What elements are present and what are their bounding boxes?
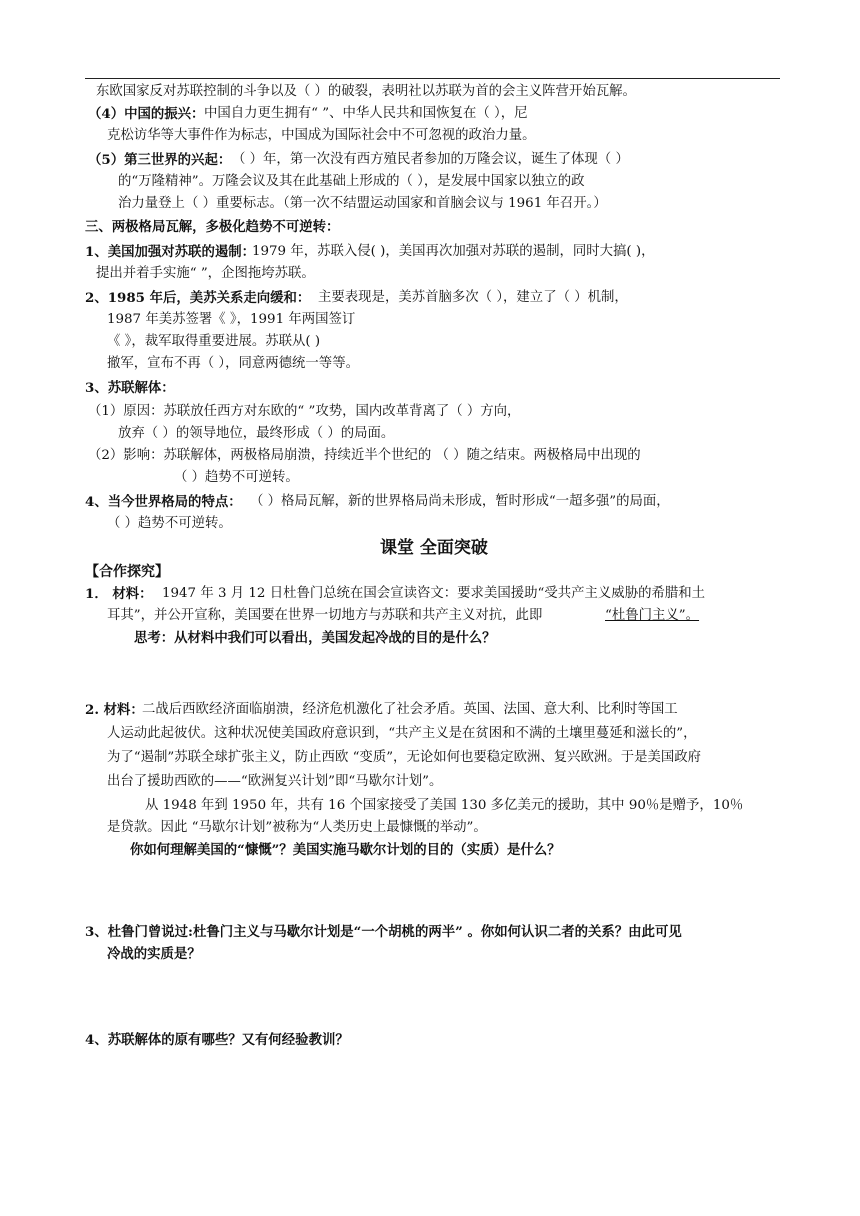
section-heading-3: 三、两极格局瓦解，多极化趋势不可逆转： [85, 219, 340, 235]
text-line: 《 》，裁军取得重要进展。苏联从( ) [107, 334, 321, 349]
text-line: 的“万隆精神”。万隆会议及其在此基础上形成的（ ），是发展中国家以独立的政 [118, 174, 585, 189]
header-rule [85, 78, 780, 79]
text-line: 提出并着手实施“ ”，企图拖垮苏联。 [96, 266, 315, 281]
subheading-ussr-collapse: 3、苏联解体： [85, 380, 175, 396]
text-line: 放弃（ ）的领导地位，最终形成（ ）的局面。 [118, 426, 395, 441]
question-4: 4、苏联解体的原有哪些？又有何经验教训？ [85, 1032, 349, 1048]
text-line: 从 1948 年到 1950 年，共有 16 个国家接受了美国 130 多亿美元的援助，其中 90％是赠予，10％ [145, 798, 744, 813]
text-line: 为了“遏制”苏联全球扩张主义，防止西欧 “变质”，无论如何也要稳定欧洲、复兴欧洲。于是美国政府 [107, 750, 702, 765]
underlined-term: “杜鲁门主义”。 [605, 608, 700, 623]
text-line: 撤军，宣布不再（ ），同意两德统一等等。 [107, 356, 359, 371]
question-1-prompt: 思考：从材料中我们可以看出，美国发起冷战的目的是什么？ [134, 630, 496, 646]
text-line: 耳其”，并公开宣称，美国要在世界一切地方与苏联和共产主义对抗，此即 [107, 608, 543, 623]
question-3-cont: 冷战的实质是？ [107, 946, 201, 962]
text-line: 东欧国家反对苏联控制的斗争以及（ ）的破裂，表明社以苏联为首的会主义阵营开始瓦解。 [96, 84, 636, 99]
text-line: 主要表现是，美苏首脑多次（ ），建立了（ ）机制， [318, 290, 628, 305]
subheading-detente: 2、1985 年后，美苏关系走向缓和： [85, 290, 311, 306]
subheading-world-pattern: 4、当今世界格局的特点： [85, 494, 242, 510]
text-line: （ ）趋势不可逆转。 [174, 470, 299, 485]
text-line: 是贷款。因此 “马歇尔计划”被称为“人类历史上最慷慨的举动”。 [107, 820, 487, 835]
question-2-prompt: 你如何理解美国的“慷慨”？美国实施马歇尔计划的目的（实质）是什么？ [130, 842, 561, 858]
section-title: 课堂 全面突破 [380, 538, 488, 558]
text-line: （2）影响：苏联解体，两极格局崩溃，持续近半个世纪的 （ ）随之结束。两极格局中出现的 [88, 448, 641, 463]
text-line: 克松访华等大事件作为标志，中国成为国际社会中不可忽视的政治力量。 [107, 128, 536, 143]
text-line: 出台了援助西欧的——“欧洲复兴计划”即“马歇尔计划”。 [107, 774, 443, 789]
text-line: （1）原因：苏联放任西方对东欧的“ ”攻势，国内改革背离了（ ）方向， [88, 404, 521, 419]
text-line: 1979 年，苏联入侵( )，美国再次加强对苏联的遏制，同时大搞( )， [252, 244, 655, 259]
text-line: 1987 年美苏签署《 》，1991 年两国签订 [107, 312, 356, 327]
text-line: 中国自力更生拥有“ ”、中华人民共和国恢复在（ ），尼 [204, 106, 528, 121]
text-line: 二战后西欧经济面临崩溃，经济危机激化了社会矛盾。英国、法国、意大利、比利时等国工 [142, 702, 678, 717]
heading-third-world: （5）第三世界的兴起： [88, 152, 232, 168]
text-line: 治力量登上（ ）重要标志。（第一次不结盟运动国家和首脑会议与 1961 年召开。） [118, 196, 607, 211]
subheading-us-containment: 1、美国加强对苏联的遏制： [85, 244, 256, 260]
question-3: 3、杜鲁门曾说过:杜鲁门主义与马歇尔计划是“一个胡桃的两半” 。你如何认识二者的关系？由此可见 [85, 924, 682, 940]
text-line: （ ）趋势不可逆转。 [107, 516, 232, 531]
text-line: 人运动此起彼伏。这种状况使美国政府意识到，“共产主义是在贫困和不满的土壤里蔓延和滋长的”， [107, 726, 697, 741]
text-line: 1947 年 3 月 12 日杜鲁门总统在国会宣读咨文：要求美国援助“受共产主义威胁的希腊和土 [162, 586, 706, 601]
section-heading-cooperative: 【合作探究】 [85, 564, 169, 580]
question-2-label: 2. 材料： [85, 702, 144, 718]
heading-china-rise: （4）中国的振兴： [88, 106, 205, 122]
question-1-label: 1． 材料： [85, 586, 153, 602]
text-line: （ ）年，第一次没有西方殖民者参加的万隆会议，诞生了体现（ ） [232, 152, 629, 167]
text-line: （ ）格局瓦解，新的世界格局尚未形成，暂时形成“一超多强”的局面， [250, 494, 670, 509]
